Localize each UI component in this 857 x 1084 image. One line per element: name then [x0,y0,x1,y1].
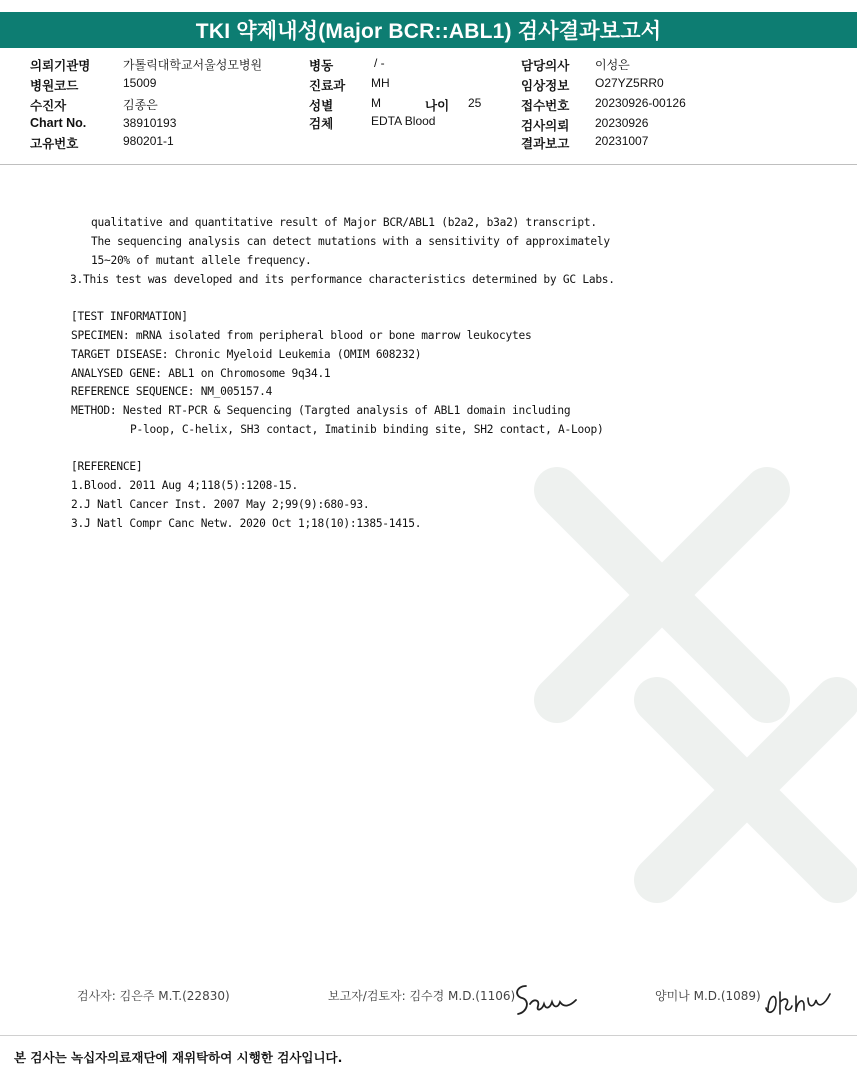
label-physician: 담당의사 [521,59,570,73]
value-age: 25 [468,96,482,110]
label-specimen: 검체 [309,117,334,131]
label-receipt-no: 접수번호 [521,99,570,113]
label-age: 나이 [425,99,450,113]
reporter-signature-text: 보고자/검토자: 김수경 M.D.(1106) [328,989,516,1003]
label-patient: 수진자 [30,99,67,113]
value-request-date: 20230926 [595,116,649,130]
patient-info-header [0,48,857,165]
label-sex: 성별 [309,99,334,113]
label-request-date: 검사의뢰 [521,119,570,133]
reference-item: 1.Blood. 2011 Aug 4;118(5):1208-15. [71,479,298,492]
label-chart-no: Chart No. [30,116,87,130]
value-requesting-institution: 가톨릭대학교서울성모병원 [123,58,263,72]
value-sex: M [371,96,381,110]
body-line: qualitative and quantitative result of Major BCR/ABL1 (b2a2, b3a2) transcript. [91,216,597,229]
body-line: 15~20% of mutant allele frequency. [91,254,312,267]
value-ward: / - [374,56,385,70]
body-line: TARGET DISEASE: Chronic Myeloid Leukemia (OMIM 608232) [71,348,422,361]
reference-item: 3.J Natl Compr Canc Netw. 2020 Oct 1;18(10):1385-1415. [71,517,422,530]
reporter-handwritten-signature [512,978,582,1022]
body-line: 3.This test was developed and its performance characteristics determined by GC Labs. [70,273,615,286]
reference-item: 2.J Natl Cancer Inst. 2007 May 2;99(9):680-93. [71,498,370,511]
footer-notice: 본 검사는 녹십자의료재단에 재위탁하여 시행한 검사입니다. [14,1050,343,1065]
footer-divider [0,1035,857,1036]
value-physician: 이성은 [595,58,630,72]
label-unique-id: 고유번호 [30,137,79,151]
reviewer-handwritten-signature [762,982,834,1022]
label-clinical-info: 임상정보 [521,79,570,93]
report-title-bar [0,12,857,48]
body-line: ANALYSED GENE: ABL1 on Chromosome 9q34.1 [71,367,331,380]
value-department: MH [371,76,390,90]
label-requesting-institution: 의뢰기관명 [30,59,91,73]
value-unique-id: 980201-1 [123,134,174,148]
label-ward: 병동 [309,59,334,73]
value-receipt-no: 20230926-00126 [595,96,686,110]
section-heading-test-information: [TEST INFORMATION] [71,310,188,323]
body-line: METHOD: Nested RT-PCR & Sequencing (Targted analysis of ABL1 domain including [71,404,571,417]
watermark-logo [437,450,857,950]
reviewer-signature-text: 양미나 M.D.(1089) [655,989,761,1003]
tester-signature-text: 검사자: 김은주 M.T.(22830) [77,989,230,1003]
value-specimen: EDTA Blood [371,114,436,128]
body-line: REFERENCE SEQUENCE: NM_005157.4 [71,385,273,398]
body-line: The sequencing analysis can detect mutations with a sensitivity of approximately [91,235,610,248]
value-patient: 김종은 [123,98,158,112]
value-clinical-info: O27YZ5RR0 [595,76,664,90]
label-department: 진료과 [309,79,346,93]
value-report-date: 20231007 [595,134,649,148]
value-hospital-code: 15009 [123,76,157,90]
label-hospital-code: 병원코드 [30,79,79,93]
value-chart-no: 38910193 [123,116,177,130]
body-line: SPECIMEN: mRNA isolated from peripheral blood or bone marrow leukocytes [71,329,532,342]
body-line: P-loop, C-helix, SH3 contact, Imatinib binding site, SH2 contact, A-Loop) [130,423,604,436]
label-report-date: 결과보고 [521,137,570,151]
section-heading-reference: [REFERENCE] [71,460,143,473]
report-title: TKI 약제내성(Major BCR::ABL1) 검사결과보고서 [195,20,662,43]
